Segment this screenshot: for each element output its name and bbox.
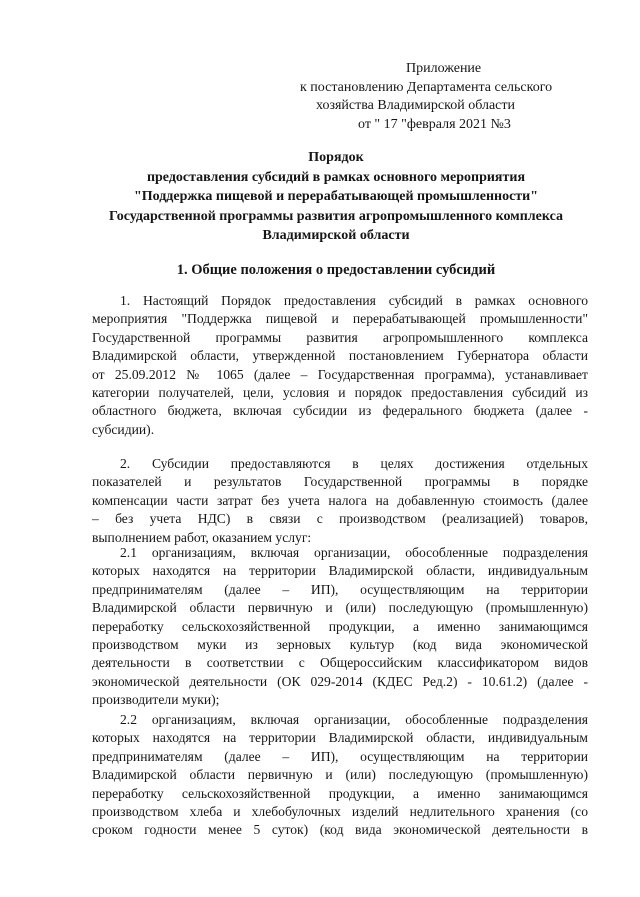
text-line: деятельности в соответствии с Общероссийским классификатором видов: [92, 655, 588, 671]
text-line: категории получателей, цели, условия и порядок предоставления субсидий из: [92, 385, 588, 401]
annex-line: к постановлению Департамента сельского: [300, 79, 553, 95]
heading-line: "Поддержка пищевой и перерабатывающей промышленности": [133, 189, 539, 204]
paragraph-2: [92, 455, 588, 547]
text-line: мероприятия "Поддержка пищевой и перерабатывающей промышленности": [92, 311, 588, 327]
paragraph-2-1: [92, 544, 588, 710]
text-line: от 25.09.2012 № 1065 (далее – Государственная программа), устанавливает: [92, 366, 588, 382]
text-line: 1. Настоящий Порядок предоставления субсидий в рамках основного: [120, 293, 588, 308]
text-line: субсидии).: [92, 421, 155, 437]
text-line: производители муки);: [92, 692, 220, 708]
annex-title: Приложение: [406, 61, 482, 76]
text-line: Владимирской области первичную и (или) последующую (промышленную): [92, 600, 588, 616]
text-line: – без учета НДС) в связи с производством (реализацией) товаров,: [92, 511, 588, 527]
document-heading: [86, 148, 586, 246]
text-line: сроком годности менее 5 суток) (код вида экономической деятельности в: [92, 822, 588, 838]
heading-line: предоставления субсидий в рамках основного мероприятия: [146, 169, 526, 185]
annex-date: от " 17 "февраля 2021 №3: [358, 116, 511, 132]
text-line: предпринимателям (далее – ИП), осуществляющим на территории: [92, 581, 588, 597]
paragraph-1: [92, 292, 588, 439]
annex-line: хозяйства Владимирской области: [316, 98, 516, 113]
paragraph-2-2: [92, 711, 588, 840]
text-line: переработку сельскохозяйственной продукции, а именно занимающимся: [92, 785, 588, 801]
text-line: производством муки из зерновых культур (код вида экономической: [92, 637, 588, 653]
text-line: предпринимателям (далее – ИП), осуществляющим на территории: [92, 748, 588, 764]
text-line: которых находятся на территории Владимирской области, индивидуальным: [92, 730, 588, 746]
text-line: выполнением работ, оказанием услуг:: [92, 529, 312, 545]
heading-line: Владимирской области: [262, 228, 410, 243]
text-line: экономической деятельности (ОК 029-2014 (КДЕС Ред.2) - 10.61.2) (далее -: [92, 673, 588, 689]
text-line: Владимирской области первичную и (или) последующую (промышленную): [92, 767, 588, 783]
text-line: 2.1 организациям, включая организации, обособленные подразделения: [120, 545, 588, 560]
text-line: 2.2 организациям, включая организации, обособленные подразделения: [120, 712, 588, 727]
text-line: которых находятся на территории Владимирской области, индивидуальным: [92, 563, 588, 579]
text-line: Государственной программы развития агропромышленного комплекса: [92, 329, 588, 345]
text-line: производством хлеба и хлебобулочных изделий недлительного хранения (со: [92, 804, 588, 820]
text-line: Владимирской области, утвержденной постановлением Губернатора области: [92, 348, 588, 364]
heading-title: Порядок: [308, 150, 364, 165]
text-line: областного бюджета, включая субсидии из федерального бюджета (далее -: [92, 403, 588, 419]
text-line: компенсации части затрат без учета налога на добавленную стоимость (далее: [92, 492, 588, 508]
heading-line: Государственной программы развития агропромышленного комплекса: [109, 208, 563, 224]
annex-header: [300, 60, 590, 134]
section-title: 1. Общие положения о предоставлении субсидий: [176, 262, 496, 278]
text-line: 2. Субсидии предоставляются в целях достижения отдельных: [120, 456, 588, 471]
text-line: переработку сельскохозяйственной продукции, а именно занимающимся: [92, 618, 588, 634]
text-line: показателей и результатов Государственной программы в порядке: [92, 474, 588, 490]
